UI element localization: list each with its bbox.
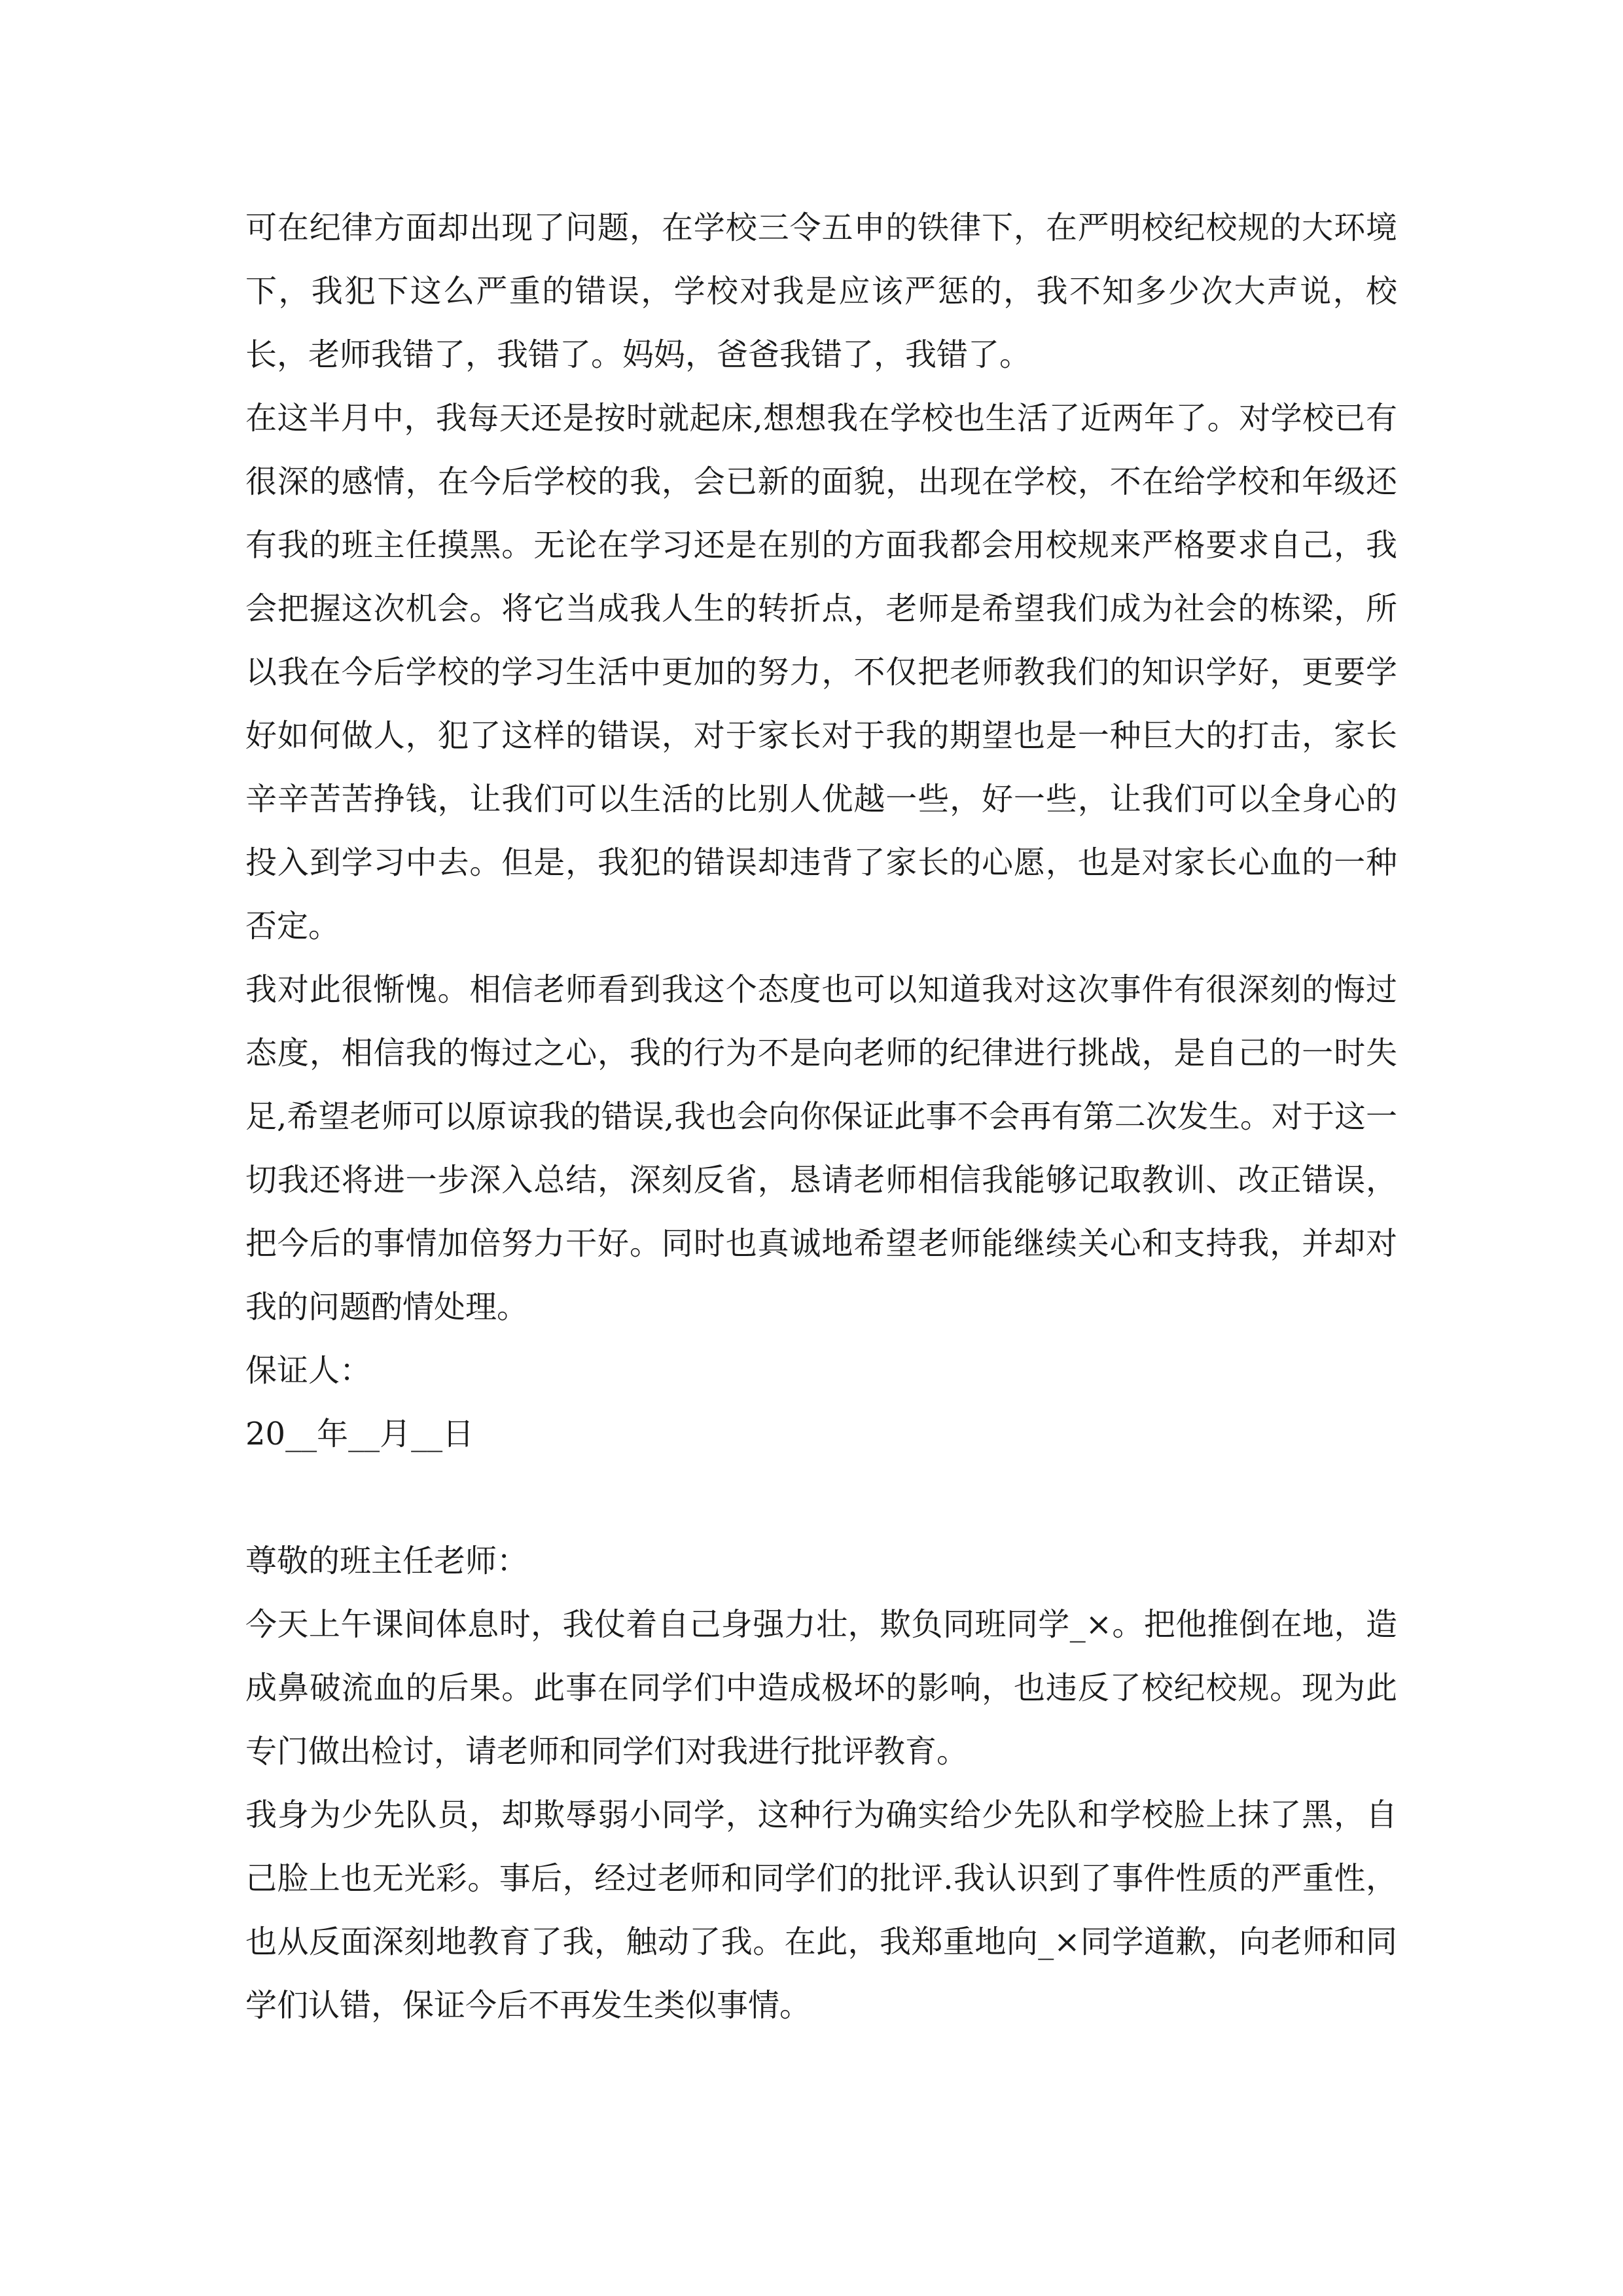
salutation: 尊敬的班主任老师：	[245, 1543, 529, 1579]
paragraph-apology: 我对此很惭愧。相信老师看到我这个态度也可以知道我对这次事件有很深刻的悔过态度，相信我的悔过之心，我的行为不是向老师的纪律进行挑战，是自己的一时失足,希望老师可以原谅我的错误,我也会向你保证此事不会再有第二次发生。对于这一切我还将进一步深入总结，深刻反省，恳请老师相信我能够记取教训、改正错误，把今后的事情加倍努力干好。同时也真诚地希望老师能继续关心和支持我，并却对我的问题酌情处理。	[245, 971, 1397, 1325]
date-line: 20__年__月__日	[245, 1416, 474, 1452]
paragraph-admission: 我身为少先队员，却欺辱弱小同学，这种行为确实给少先队和学校脸上抹了黑，自己脸上也无光彩。事后，经过老师和同学们的批评.我认识到了事件性质的严重性，也从反面深刻地教育了我，触动了我。在此，我郑重地向_×同学道歉，向老师和同学们认错，保证今后不再发生类似事情。	[245, 1797, 1397, 2024]
document-body	[245, 196, 1397, 2037]
paragraph-reflection: 在这半月中，我每天还是按时就起床,想想我在学校也生活了近两年了。对学校已有很深的感情，在今后学校的我，会已新的面貌，出现在学校，不在给学校和年级还有我的班主任摸黑。无论在学习还是在别的方面我都会用校规来严格要求自己，我会把握这次机会。将它当成我人生的转折点，老师是希望我们成为社会的栋梁，所以我在今后学校的学习生活中更加的努力，不仅把老师教我们的知识学好，更要学好如何做人，犯了这样的错误，对于家长对于我的期望也是一种巨大的打击，家长辛辛苦苦挣钱，让我们可以生活的比别人优越一些，好一些，让我们可以全身心的投入到学习中去。但是，我犯的错误却违背了家长的心愿，也是对家长心血的一种否定。	[245, 400, 1397, 944]
paragraph-discipline: 可在纪律方面却出现了问题，在学校三令五申的铁律下，在严明校纪校规的大环境下，我犯下这么严重的错误，学校对我是应该严惩的，我不知多少次大声说，校长，老师我错了，我错了。妈妈，爸爸我错了，我错了。	[245, 209, 1397, 373]
signature-label: 保证人：	[245, 1352, 372, 1389]
section-divider	[245, 1466, 1397, 1530]
paragraph-incident: 今天上午课间体息时，我仗着自己身强力壮，欺负同班同学_×。把他推倒在地，造成鼻破流血的后果。此事在同学们中造成极坏的影响，也违反了校纪校规。现为此专门做出检讨，请老师和同学们对我进行批评教育。	[245, 1606, 1397, 1770]
